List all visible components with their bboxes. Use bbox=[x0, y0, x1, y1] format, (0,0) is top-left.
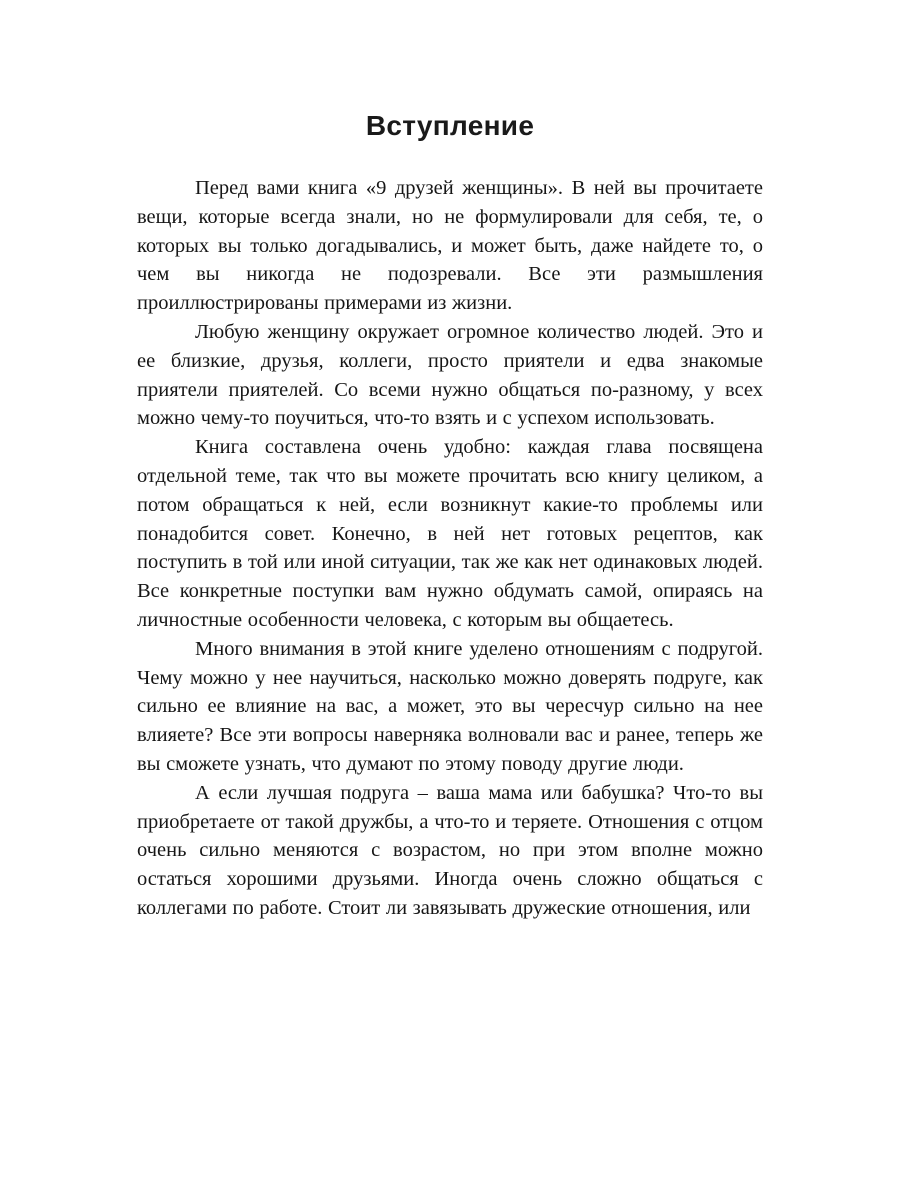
paragraph: А если лучшая подруга – ваша мама или бабушка? Что-то вы приобретаете от такой дружбы, а что-то и теряете. Отношения с отцом очень сильно меняются с возрастом, но при этом вполне можно остаться хорошими друзьями. Иногда очень сложно общаться с коллегами по работе. Стоит ли завязывать дружеские отношения, или bbox=[137, 781, 763, 919]
paragraph: Книга составлена очень удобно: каждая глава посвящена отдельной теме, так что вы можете прочитать всю книгу целиком, а потом обращаться к ней, если возникнут какие-то проблемы или понадобится совет. Конечно, в ней нет готовых рецептов, как поступить в той или иной ситуации, так же как нет одинаковых людей. Все конкретные поступки вам нужно обдумать самой, опираясь на личностные особенности человека, с которым вы общаетесь. bbox=[137, 436, 763, 631]
page-title: Вступление bbox=[365, 110, 535, 141]
paragraph: Много внимания в этой книге уделено отношениям с подругой. Чему можно у нее научиться, насколько можно доверять подруге, как сильно ее влияние на вас, а может, это вы чересчур сильно на нее влияете? Все эти вопросы наверняка волновали вас и ранее, теперь же вы сможете узнать, что думают по этому поводу другие люди. bbox=[137, 637, 763, 775]
page-body bbox=[137, 174, 763, 923]
paragraph: Любую женщину окружает огромное количество людей. Это и ее близкие, друзья, коллеги, просто приятели и едва знакомые приятели приятелей. Со всеми нужно общаться по-разному, у всех можно чему-то поучиться, что-то взять и с успехом использовать. bbox=[137, 320, 763, 430]
paragraph: Перед вами книга «9 друзей женщины». В ней вы прочитаете вещи, которые всегда знали, но не формулировали для себя, те, о которых вы только догадывались, и может быть, даже найдете то, о чем вы никогда не подозревали. Все эти размышления проиллюстрированы примерами из жизни. bbox=[137, 177, 763, 315]
